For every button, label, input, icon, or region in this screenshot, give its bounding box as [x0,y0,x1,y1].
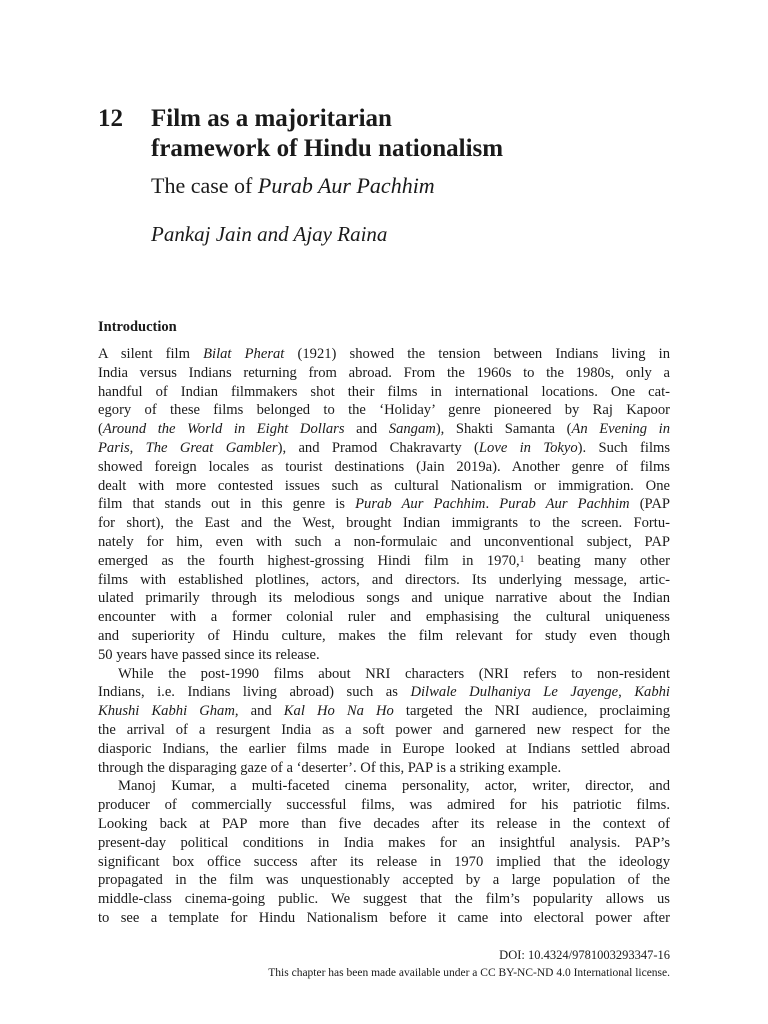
italic-title: Purab Aur Pachhim [499,496,630,513]
text-line: Paris, The Great Gambler), and Pramod Chakravarty (Love in Tokyo). Such films [98,439,671,456]
text-line: 50 years have passed since its release. [98,646,320,663]
text-line: the arrival of a resurgent India as a soft power and garnered new respect for the [98,721,670,738]
text-line: and superiority of Hindu culture, makes the film relevant for study even though [98,627,670,644]
text-line: (Around the World in Eight Dollars and Sangam), Shakti Samanta (An Evening in [98,421,670,438]
italic-title: Sangam [388,421,436,438]
text-line: producer of commercially successful films, was admired for his patriotic films. [98,797,670,814]
italic-title: Around the World in Eight Dollars [102,421,345,438]
text-line: Looking back at PAP more than five decades after its release in the context of [98,815,670,832]
text-line: encounter with a former colonial ruler and emphasising the cultural uniqueness [98,609,670,626]
doi-text: DOI: 10.4324/9781003293347-16 [499,948,670,962]
chapter-title-line-2: framework of Hindu nationalism [151,135,504,162]
chapter-title [151,104,671,164]
chapter-number: 12 [98,105,123,132]
text-line: for short), the East and the West, brought Indian immigrants to the screen. Fortu- [98,515,670,532]
text-line: Manoj Kumar, a multi-faceted cinema personality, actor, writer, director, and [118,778,670,795]
italic-title: Paris [98,439,130,456]
text-line: films with established plotlines, actors, and directors. Its underlying message, artic- [98,571,670,588]
text-line: egory of these films belonged to the ‘Holiday’ genre pioneered by Raj Kapoor [98,402,670,419]
italic-title: Dilwale Dulhaniya Le Jayenge [410,684,619,701]
body-text [98,345,670,928]
text-line: handful of Indian filmmakers shot their films in international locations. One cat- [98,383,670,400]
text-line: emerged as the fourth highest-grossing Hindi film in 1970,$^1$ beating many other [98,552,670,569]
text-line: to see a template for Hindu Nationalism before it came into electoral power after [98,909,670,926]
paragraph-1 [98,345,670,665]
text-line: propagated in the film was unquestionably accepted by a large population of the [98,872,670,889]
paragraph-2 [98,665,670,778]
italic-title: Kal Ho Na Ho [283,703,394,720]
text-line: significant box office success after its release in 1970 implied that the ideology [98,853,670,870]
italic-title: Khushi Kabhi Gham [98,703,235,720]
text-line: dealt with more contested issues such as cultural Nationalism or immigration. One [98,477,670,494]
text-line: ulated primarily through its melodious songs and unique narrative about the Indian [98,590,670,607]
text-line: India versus Indians returning from abroad. From the 1960s to the 1980s, only a [98,364,670,381]
chapter-title-line-1: Film as a majoritarian [151,105,392,132]
license-text: This chapter has been made available under a CC BY-NC-ND 4.0 International license. [268,967,670,979]
text-line: Khushi Kabhi Gham, and Kal Ho Na Ho targeted the NRI audience, proclaiming [98,703,670,720]
text-line: nately for him, even with such a non-formulaic and unconventional subject, PAP [98,533,670,550]
italic-title: Purab Aur Pachhim [355,496,486,513]
chapter-subtitle [151,172,435,200]
page-footer [268,946,670,982]
italic-title: Bilat Pherat [203,346,285,362]
text-line: showed foreign locales as tourist destinations (Jain 2019a). Another genre of films [98,458,670,475]
subtitle-film-title: Purab Aur Pachhim [257,173,435,198]
text-line: diasporic Indians, the earlier films made in Europe looked at Indians settled abroad [98,740,670,757]
italic-title: Love in Tokyo [478,439,578,456]
text-line: Indians, i.e. Indians living abroad) such as Dilwale Dulhaniya Le Jayenge, Kabhi [98,684,670,701]
footnote-marker[interactable]: 1 [519,553,525,564]
section-heading: Introduction [98,319,177,335]
italic-title: Kabhi [634,684,670,701]
text-line: through the disparaging gaze of a ‘deserter’. Of this, PAP is a striking example. [98,759,562,776]
italic-title: An Evening in [571,421,670,438]
subtitle-prefix: The case of [151,173,258,198]
text-line: A silent film Bilat Pherat (1921) showed the tension between Indians living in [98,346,670,362]
italic-title: The Great Gambler [145,439,278,456]
text-line: middle-class cinema-going public. We suggest that the film’s popularity allows us [98,891,670,908]
text-line: present-day political conditions in India makes for an insightful analysis. PAP’s [98,834,670,851]
chapter-authors: Pankaj Jain and Ajay Raina [151,222,388,246]
text-line: While the post-1990 films about NRI characters (NRI refers to non-resident [118,665,670,682]
text-line: film that stands out in this genre is Purab Aur Pachhim. Purab Aur Pachhim (PAP [98,496,670,513]
paragraph-3 [98,777,670,927]
